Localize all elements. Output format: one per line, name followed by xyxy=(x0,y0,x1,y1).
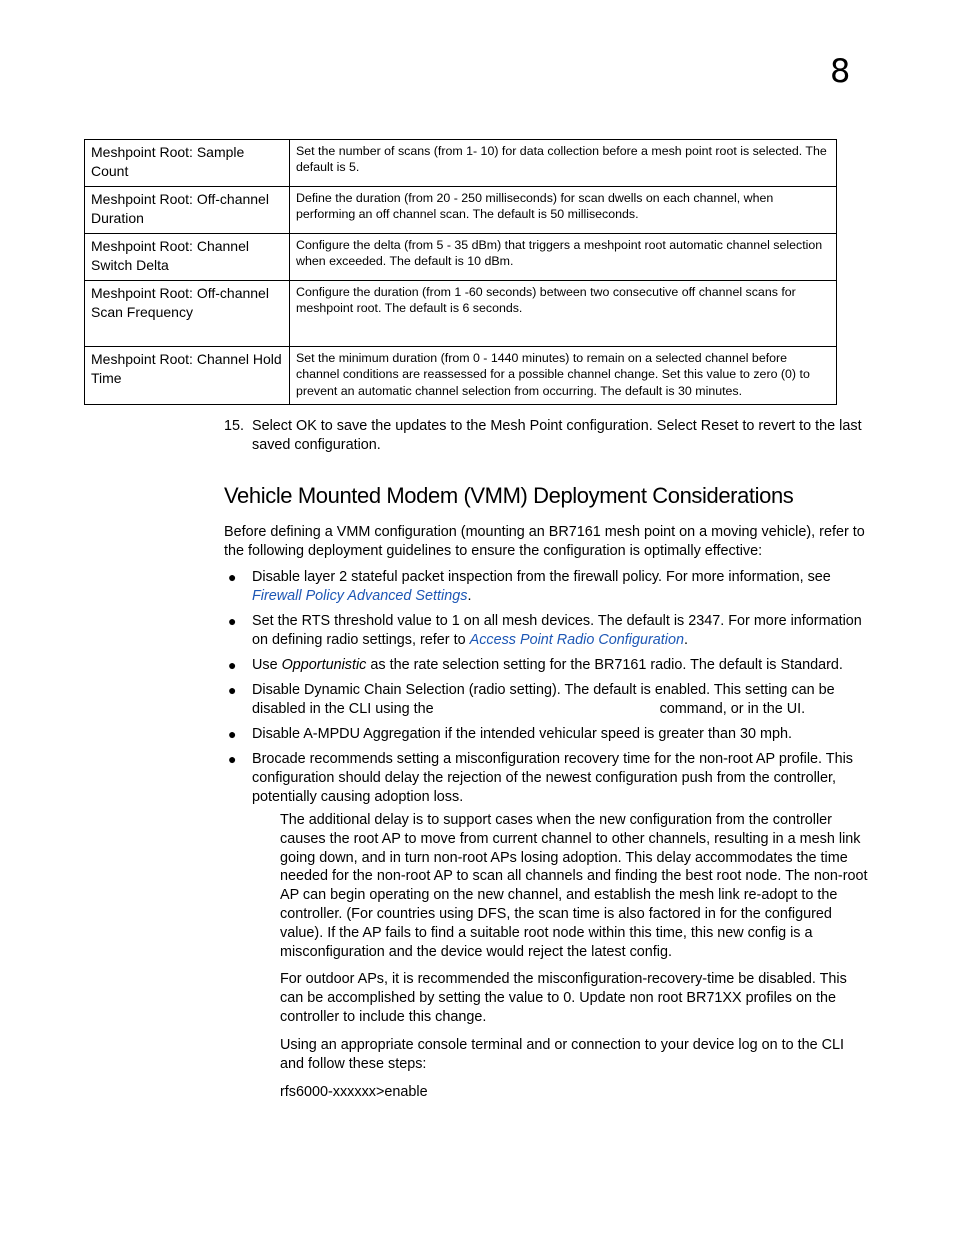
firewall-policy-link[interactable]: Firewall Policy Advanced Settings xyxy=(252,588,468,604)
list-item xyxy=(224,612,874,650)
bullet-text: command, or in the UI. xyxy=(659,701,806,717)
parameter-name: Meshpoint Root: Off-channel Scan Frequency xyxy=(85,281,290,347)
list-item xyxy=(224,681,874,719)
bullet-icon: ● xyxy=(228,682,237,698)
radio-configuration-link[interactable]: Access Point Radio Configuration xyxy=(469,632,684,648)
bullet-text: . xyxy=(467,588,472,604)
list-item xyxy=(224,725,874,744)
chapter-number: 8 xyxy=(830,52,851,90)
bullet-text: Disable Dynamic Chain Selection (radio setting). The default is enabled. This setting can be disabled in the CLI using the xyxy=(252,682,835,717)
paragraph-delay-explanation: The additional delay is to support cases when the new configuration from the controller causes the root AP to move from current channel to other channels, resulting in a mesh link going down, and in turn non-root APs losing adoption. This delay accommodates the time needed for the non-root AP to scan all channels and finding the best root node. The non-root AP can begin operating on the new channel, and establish the mesh link re-adopt to the controller. (For countries using DFS, the scan time is also factored in for the configured value). If the AP fails to find a suitable root node within this time, this new config is a misconfiguration and the device would reject the latest config. xyxy=(280,812,868,960)
step-15 xyxy=(224,417,864,455)
parameter-name: Meshpoint Root: Channel Hold Time xyxy=(85,347,290,405)
bullet-text: . xyxy=(683,632,688,648)
bullet-icon: ● xyxy=(228,726,237,742)
parameters-table xyxy=(84,139,837,405)
guidelines-list xyxy=(224,568,874,813)
step-text-part: Select xyxy=(252,418,296,434)
section-heading: Vehicle Mounted Modem (VMM) Deployment Considerations xyxy=(224,483,794,508)
intro-paragraph: Before defining a VMM configuration (mounting an BR7161 mesh point on a moving vehicle), refer to the following deployment guidelines to ensure the configuration is optimally effective: xyxy=(224,524,865,559)
list-item xyxy=(224,656,874,675)
reset-label: Reset xyxy=(700,418,739,434)
table-row xyxy=(85,140,837,187)
bullet-icon: ● xyxy=(228,569,237,585)
bullet-text: Use xyxy=(252,657,282,673)
parameter-description: Set the minimum duration (from 0 - 1440 minutes) to remain on a selected channel before channel conditions are reassessed for a possible channel change. Set this value to zero (0) to prevent an automatic channel selection from occurring. The default is 30 minutes. xyxy=(290,347,837,405)
bullet-text: Brocade recommends setting a misconfiguration recovery time for the non-root AP profile. This configuration should delay the rejection of the newest configuration push from the controller, potentially causing adoption loss. xyxy=(252,751,853,805)
table-row xyxy=(85,281,837,347)
bullet-text: Disable A-MPDU Aggregation if the intended vehicular speed is greater than 30 mph. xyxy=(252,726,792,742)
step-number: 15. xyxy=(224,418,245,434)
list-item xyxy=(224,568,874,606)
paragraph-cli-steps: Using an appropriate console terminal and or connection to your device log on to the CLI and follow these steps: xyxy=(280,1037,844,1072)
step-text xyxy=(252,417,864,455)
table-row xyxy=(85,347,837,405)
opportunistic-term: Opportunistic xyxy=(281,657,367,673)
step-text-part: to save the updates to the Mesh Point configuration. Select xyxy=(316,418,701,434)
parameter-description: Set the number of scans (from 1- 10) for data collection before a mesh point root is selected. The default is 5. xyxy=(290,140,837,187)
bullet-text: Disable layer 2 stateful packet inspection from the firewall policy. For more information, see xyxy=(252,569,831,585)
list-item xyxy=(224,750,874,807)
step-text-part: to revert to the last saved configuration. xyxy=(252,418,862,453)
parameter-name: Meshpoint Root: Off-channel Duration xyxy=(85,187,290,234)
bullet-text: as the rate selection setting for the BR7161 radio. The default is Standard. xyxy=(366,657,843,673)
cli-command: rfs6000-xxxxxx>enable xyxy=(280,1084,428,1100)
table-row xyxy=(85,187,837,234)
parameter-description: Configure the duration (from 1 -60 seconds) between two consecutive off channel scans for meshpoint root. The default is 6 seconds. xyxy=(290,281,837,347)
parameter-description: Configure the delta (from 5 - 35 dBm) that triggers a meshpoint root automatic channel selection when exceeded. The default is 10 dBm. xyxy=(290,234,837,281)
parameter-name: Meshpoint Root: Sample Count xyxy=(85,140,290,187)
bullet-icon: ● xyxy=(228,751,237,767)
bullet-text: Set the RTS threshold value to 1 on all mesh devices. The default is 2347. For more information on defining radio settings, refer to xyxy=(252,613,862,648)
parameter-name: Meshpoint Root: Channel Switch Delta xyxy=(85,234,290,281)
bullet-icon: ● xyxy=(228,613,237,629)
table-row xyxy=(85,234,837,281)
bullet-icon: ● xyxy=(228,657,237,673)
ok-label: OK xyxy=(296,418,317,434)
paragraph-outdoor-aps: For outdoor APs, it is recommended the misconfiguration-recovery-time be disabled. This can be accomplished by setting the value to 0. Update non root BR71XX profiles on the controller to include this change. xyxy=(280,971,847,1025)
parameter-description: Define the duration (from 20 - 250 milliseconds) for scan dwells on each channel, when performing an off channel scan. The default is 50 milliseconds. xyxy=(290,187,837,234)
